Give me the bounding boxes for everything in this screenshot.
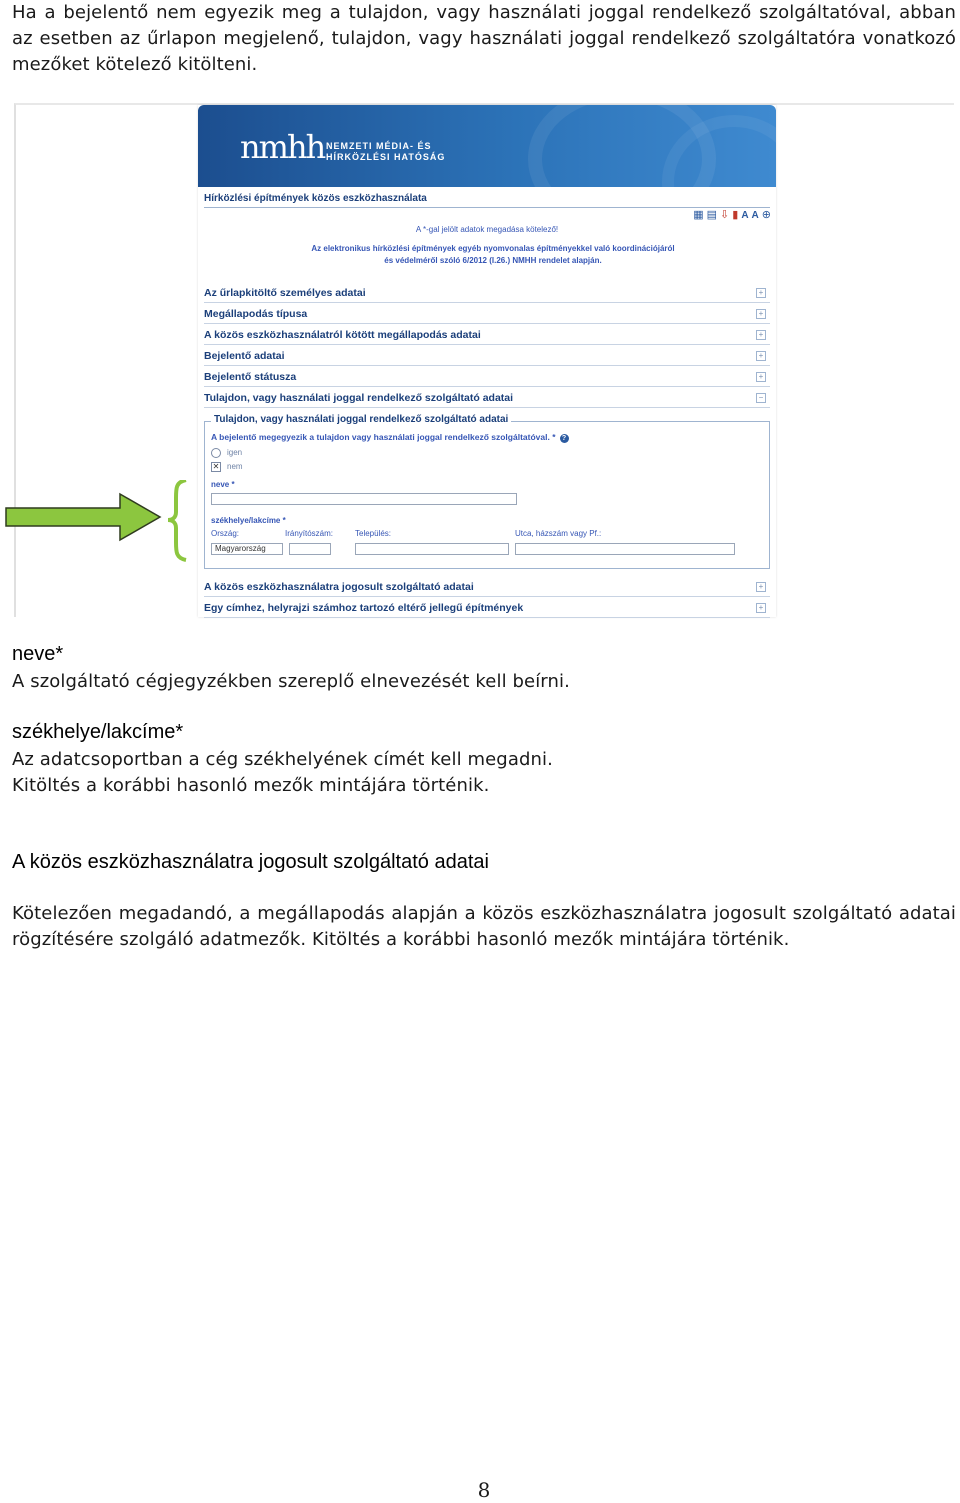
name-label: neve * xyxy=(211,480,235,489)
section-reporter-status[interactable]: Bejelentő státusza + xyxy=(204,369,770,387)
app-window xyxy=(198,105,776,617)
nmhh-logo: nmhh xyxy=(240,128,325,166)
green-arrow-icon xyxy=(6,494,160,540)
section-personal-data[interactable]: Az űrlapkitöltő személyes adatai + xyxy=(204,285,770,303)
list-icon[interactable]: ▤ xyxy=(706,209,721,221)
street-label: Utca, házszám vagy Pf.: xyxy=(515,529,602,538)
expand-icon[interactable]: + xyxy=(756,582,766,592)
address-label: székhelye/lakcíme * xyxy=(211,516,286,525)
expand-icon[interactable]: + xyxy=(756,330,766,340)
zip-label: Irányítószám: xyxy=(285,529,334,538)
logo-text: NEMZETI MÉDIA- ÉS HÍRKÖZLÉSI HATÓSÁG xyxy=(326,141,446,162)
curly-brace-icon xyxy=(168,480,186,560)
option-no[interactable]: ✕ nem xyxy=(212,462,243,472)
expand-icon[interactable]: + xyxy=(756,288,766,298)
field-name-title: neve* xyxy=(12,643,64,665)
title-divider xyxy=(204,207,770,208)
city-input[interactable] xyxy=(355,543,509,555)
annotation-overlay xyxy=(0,480,200,570)
grid-icon[interactable]: ▦ xyxy=(693,209,707,221)
section-owner-data[interactable]: Tulajdon, vagy használati joggal rendelkező szolgáltató adatai − xyxy=(204,390,770,408)
help-icon[interactable]: ? xyxy=(560,434,569,443)
expand-icon[interactable]: + xyxy=(756,351,766,361)
section-eligible-provider[interactable]: A közös eszközhasználatra jogosult szolgáltató adatai + xyxy=(204,579,770,597)
section-other-structures[interactable]: Egy címhez, helyrajzi számhoz tartozó eltérő jellegű építmények + xyxy=(204,600,770,618)
form-intro: Az elektronikus hírközlési építmények egyéb nyomvonalas építményekkel való koordinációjáról és védelméről szóló 6/2012 (I.26.) NMHH rendelet alapján. xyxy=(311,244,675,265)
app-title: Hírközlési építmények közös eszközhasználata xyxy=(204,193,427,204)
city-label: Település: xyxy=(355,529,392,538)
expand-icon[interactable]: + xyxy=(756,309,766,319)
toolbar-icons xyxy=(693,208,774,221)
owner-data-panel xyxy=(204,414,770,569)
header-banner xyxy=(198,105,776,187)
expand-icon[interactable]: + xyxy=(756,372,766,382)
expand-icon[interactable]: + xyxy=(756,603,766,613)
collapse-icon[interactable]: − xyxy=(756,393,766,403)
font-size-icon[interactable]: AA xyxy=(741,210,762,221)
section-agreement-data[interactable]: A közös eszközhasználatról kötött megállapodás adatai + xyxy=(204,327,770,345)
section-reporter-data[interactable]: Bejelentő adatai + xyxy=(204,348,770,366)
page-number: 8 xyxy=(477,1478,491,1502)
same-as-reporter-question: A bejelentő megegyezik a tulajdon vagy használati joggal rendelkező szolgáltatóval. * ? xyxy=(211,432,569,443)
option-yes[interactable]: igen xyxy=(211,448,242,458)
field-name-description: A szolgáltató cégjegyzékben szereplő elnevezését kell beírni. xyxy=(12,671,570,692)
panel-title: Tulajdon, vagy használati joggal rendelkező szolgáltató adatai xyxy=(211,414,511,425)
print-icon[interactable]: ▮ xyxy=(732,209,742,221)
name-input[interactable] xyxy=(211,493,517,505)
country-label: Ország: xyxy=(211,529,240,538)
section-agreement-type[interactable]: Megállapodás típusa + xyxy=(204,306,770,324)
section-heading: A közös eszközhasználatra jogosult szolgáltató adatai xyxy=(12,851,489,873)
required-note: A *-gal jelölt adatok megadása kötelező! xyxy=(415,225,559,234)
field-address-description: Az adatcsoportban a cég székhelyének címét kell megadni. Kitöltés a korábbi hasonló mezők mintájára történik. xyxy=(12,749,553,796)
street-input[interactable] xyxy=(515,543,735,555)
country-select[interactable]: Magyarország xyxy=(211,543,283,555)
zip-input[interactable] xyxy=(289,543,331,555)
radio-icon[interactable] xyxy=(211,448,221,458)
intro-paragraph: Ha a bejelentő nem egyezik meg a tulajdon, vagy használati joggal rendelkező szolgáltatóval, abban az esetben az űrlapon megjelenő, tulajdon, vagy használati joggal rendelkező szolgáltatóra vonatkozó mezőket kötelező kitölteni. xyxy=(12,2,956,75)
section-paragraph: Kötelezően megadandó, a megállapodás alapján a közös eszközhasználatra jogosult szolgáltató adatai rögzítésére szolgáló adatmezők. Kitöltés a korábbi hasonló mezők mintájára történik. xyxy=(12,903,956,950)
globe-icon[interactable]: ⊕ xyxy=(761,209,774,221)
checked-icon[interactable]: ✕ xyxy=(212,462,220,471)
pdf-icon[interactable]: ⇩ xyxy=(720,209,733,221)
field-address-title: székhelye/lakcíme* xyxy=(12,721,184,743)
